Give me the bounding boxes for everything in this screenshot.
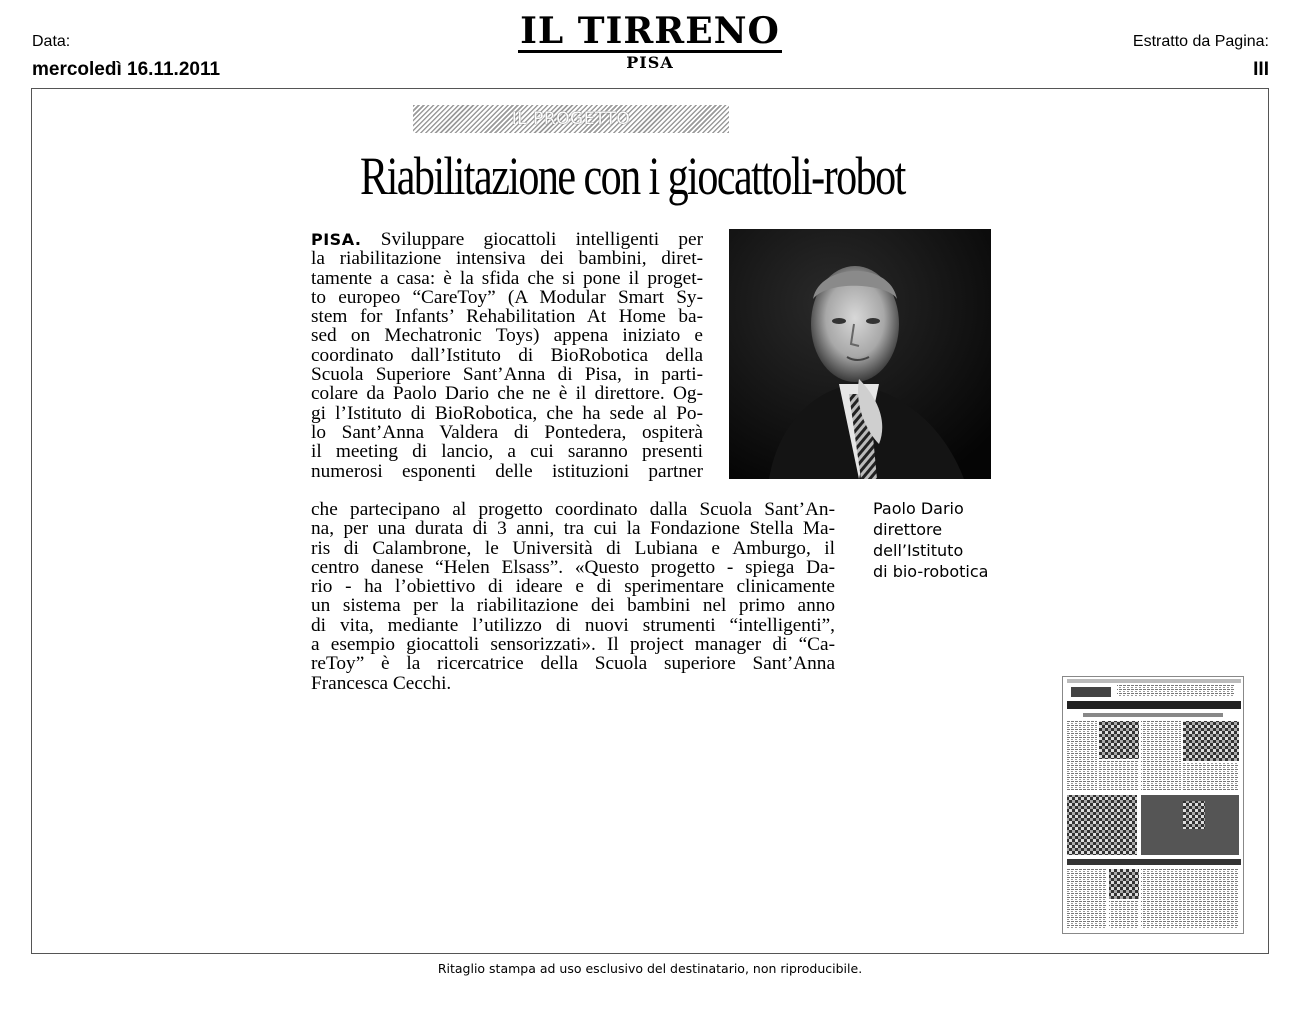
article-line xyxy=(311,230,703,249)
article-line: coordinato dall’Istituto di BioRobotica della xyxy=(311,344,703,366)
article-line: stem for Infants’ Rehabilitation At Home ba- xyxy=(311,306,703,328)
portrait-photo xyxy=(729,229,991,479)
kicker-label: IL PROGETTO xyxy=(511,109,631,129)
portrait-illustration xyxy=(729,229,991,479)
photo-caption xyxy=(873,498,988,582)
article-headline: Riabilitazione con i giocattoli-robot xyxy=(360,146,905,206)
caption-line: di bio-robotica xyxy=(873,562,989,581)
article-line: to europeo “CareToy” (A Modular Smart Sy- xyxy=(311,286,703,308)
date-label: Data: xyxy=(32,33,71,50)
masthead-edition: PISA xyxy=(626,53,674,72)
article-line: Francesca Cecchi. xyxy=(311,672,452,694)
article-line: la riabilitazione intensiva dei bambini, diret- xyxy=(311,248,703,270)
page-label: Estratto da Pagina: xyxy=(1132,33,1269,50)
date-value: mercoledì 16.11.2011 xyxy=(32,59,221,80)
article-line: numerosi esponenti delle istituzioni partner xyxy=(311,460,703,482)
article-line: a esempio giocattoli sensorizzati». Il project manager di “Ca- xyxy=(311,634,835,656)
page-value: III xyxy=(1253,59,1269,80)
page-thumbnail-illustration xyxy=(1063,677,1244,934)
article-line-text: Sviluppare giocattoli intelligenti per xyxy=(361,229,703,250)
article-line: un sistema per la riabilitazione dei bambini nel primo anno xyxy=(311,595,835,617)
article-line: rio - ha l’obiettivo di ideare e di sperimentare clinicamente xyxy=(311,576,835,598)
article-line: colare da Paolo Dario che ne è il direttore. Og- xyxy=(311,383,703,405)
article-dateline: PISA. xyxy=(311,230,362,249)
article-line: il meeting di lancio, a cui saranno presenti xyxy=(311,441,703,463)
article-line: tamente a casa: è la sfida che si pone il proget- xyxy=(311,267,703,289)
page-thumbnail[interactable] xyxy=(1062,676,1244,934)
article-line: di vita, mediante l’utilizzo di nuovi strumenti “intelligenti”, xyxy=(311,614,835,636)
masthead-title: IL TIRRENO xyxy=(520,10,780,52)
footer-notice: Ritaglio stampa ad uso esclusivo del destinatario, non riproducibile. xyxy=(437,961,863,976)
article-line: gi l’Istituto di BioRobotica, che ha sede al Po- xyxy=(311,402,703,424)
caption-line: dell’Istituto xyxy=(873,541,964,560)
article-line: reToy” è la ricercatrice della Scuola superiore Sant’Anna xyxy=(311,653,835,675)
article-line: sed on Mechatronic Toys) appena iniziato e xyxy=(311,325,703,347)
article-line: ris di Calambrone, le Università di Lubiana e Amburgo, il xyxy=(311,537,835,559)
article-line: lo Sant’Anna Valdera di Pontedera, ospiterà xyxy=(311,421,703,443)
article-line: na, per una durata di 3 anni, tra cui la Fondazione Stella Ma- xyxy=(311,518,835,540)
article-line: Scuola Superiore Sant’Anna di Pisa, in parti- xyxy=(311,364,703,386)
article-line: centro danese “Helen Elsass”. «Questo progetto - spiega Da- xyxy=(311,556,835,578)
caption-line: direttore xyxy=(873,520,943,539)
masthead xyxy=(500,12,800,72)
article-kicker xyxy=(413,105,729,133)
article-column-bottom xyxy=(311,500,835,693)
article-column-top xyxy=(311,230,703,481)
article-line: che partecipano al progetto coordinato dalla Scuola Sant’An- xyxy=(311,499,835,520)
caption-line: Paolo Dario xyxy=(873,499,964,518)
